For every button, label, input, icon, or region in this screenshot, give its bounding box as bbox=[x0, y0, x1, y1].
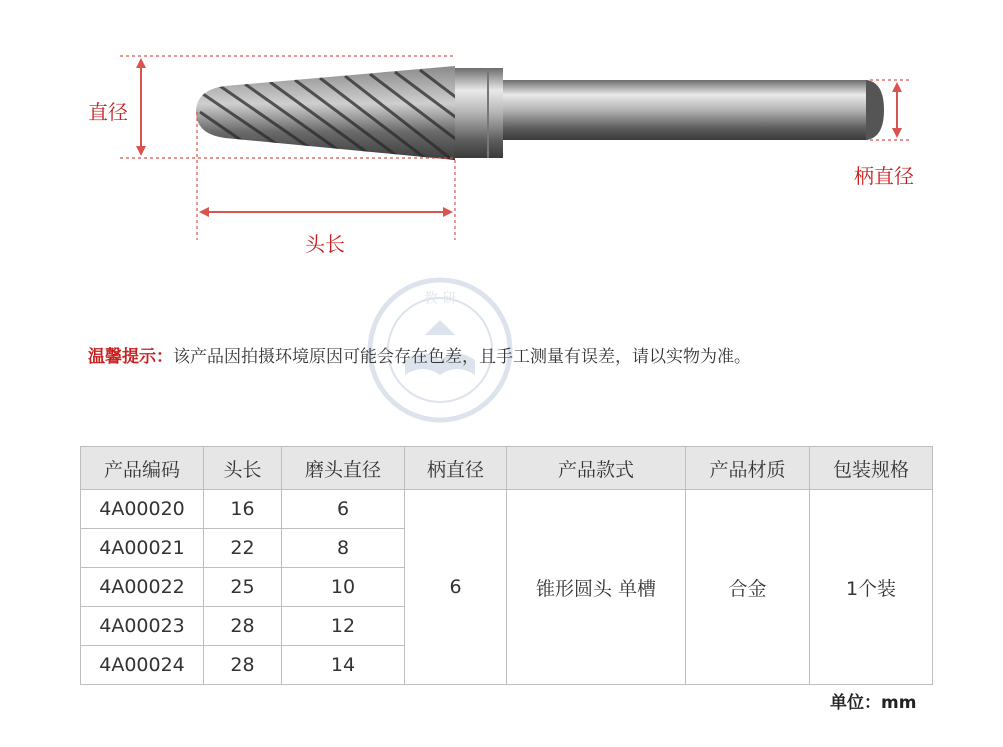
unit-label: 单位：mm bbox=[830, 693, 917, 713]
cell-product-style: 锥形圆头 单槽 bbox=[507, 490, 686, 685]
product-illustration bbox=[0, 0, 1003, 280]
cell-code: 4A00024 bbox=[81, 646, 204, 685]
cell-burr-diameter: 8 bbox=[282, 529, 405, 568]
cell-shank-diameter: 6 bbox=[405, 490, 507, 685]
cell-head-length: 16 bbox=[204, 490, 282, 529]
cell-head-length: 28 bbox=[204, 646, 282, 685]
carbide-burr-image bbox=[196, 66, 884, 162]
header-shank-diameter: 柄直径 bbox=[405, 447, 507, 490]
watermark-text: 教 研 bbox=[423, 291, 457, 307]
notice bbox=[88, 342, 751, 367]
header-package: 包装规格 bbox=[810, 447, 933, 490]
cell-burr-diameter: 10 bbox=[282, 568, 405, 607]
notice-text: 该产品因拍摄环境原因可能会存在色差，且手工测量有误差，请以实物为准。 bbox=[173, 347, 751, 367]
header-product-style: 产品款式 bbox=[507, 447, 686, 490]
cell-burr-diameter: 14 bbox=[282, 646, 405, 685]
header-product-code: 产品编码 bbox=[81, 447, 204, 490]
cell-burr-diameter: 6 bbox=[282, 490, 405, 529]
cell-head-length: 28 bbox=[204, 607, 282, 646]
table-header-row bbox=[81, 447, 933, 490]
shank-diameter-label: 柄直径 bbox=[854, 164, 914, 188]
spec-table bbox=[80, 446, 933, 685]
cell-code: 4A00021 bbox=[81, 529, 204, 568]
header-head-length: 头长 bbox=[204, 447, 282, 490]
cell-burr-diameter: 12 bbox=[282, 607, 405, 646]
table-row bbox=[81, 490, 933, 529]
cell-code: 4A00020 bbox=[81, 490, 204, 529]
diameter-label: 直径 bbox=[88, 100, 128, 124]
cell-material: 合金 bbox=[686, 490, 810, 685]
head-length-label: 头长 bbox=[305, 232, 345, 256]
cell-head-length: 22 bbox=[204, 529, 282, 568]
header-material: 产品材质 bbox=[686, 447, 810, 490]
cell-code: 4A00022 bbox=[81, 568, 204, 607]
cell-head-length: 25 bbox=[204, 568, 282, 607]
cell-code: 4A00023 bbox=[81, 607, 204, 646]
cell-package: 1个装 bbox=[810, 490, 933, 685]
notice-label: 温馨提示： bbox=[88, 347, 173, 367]
header-burr-diameter: 磨头直径 bbox=[282, 447, 405, 490]
